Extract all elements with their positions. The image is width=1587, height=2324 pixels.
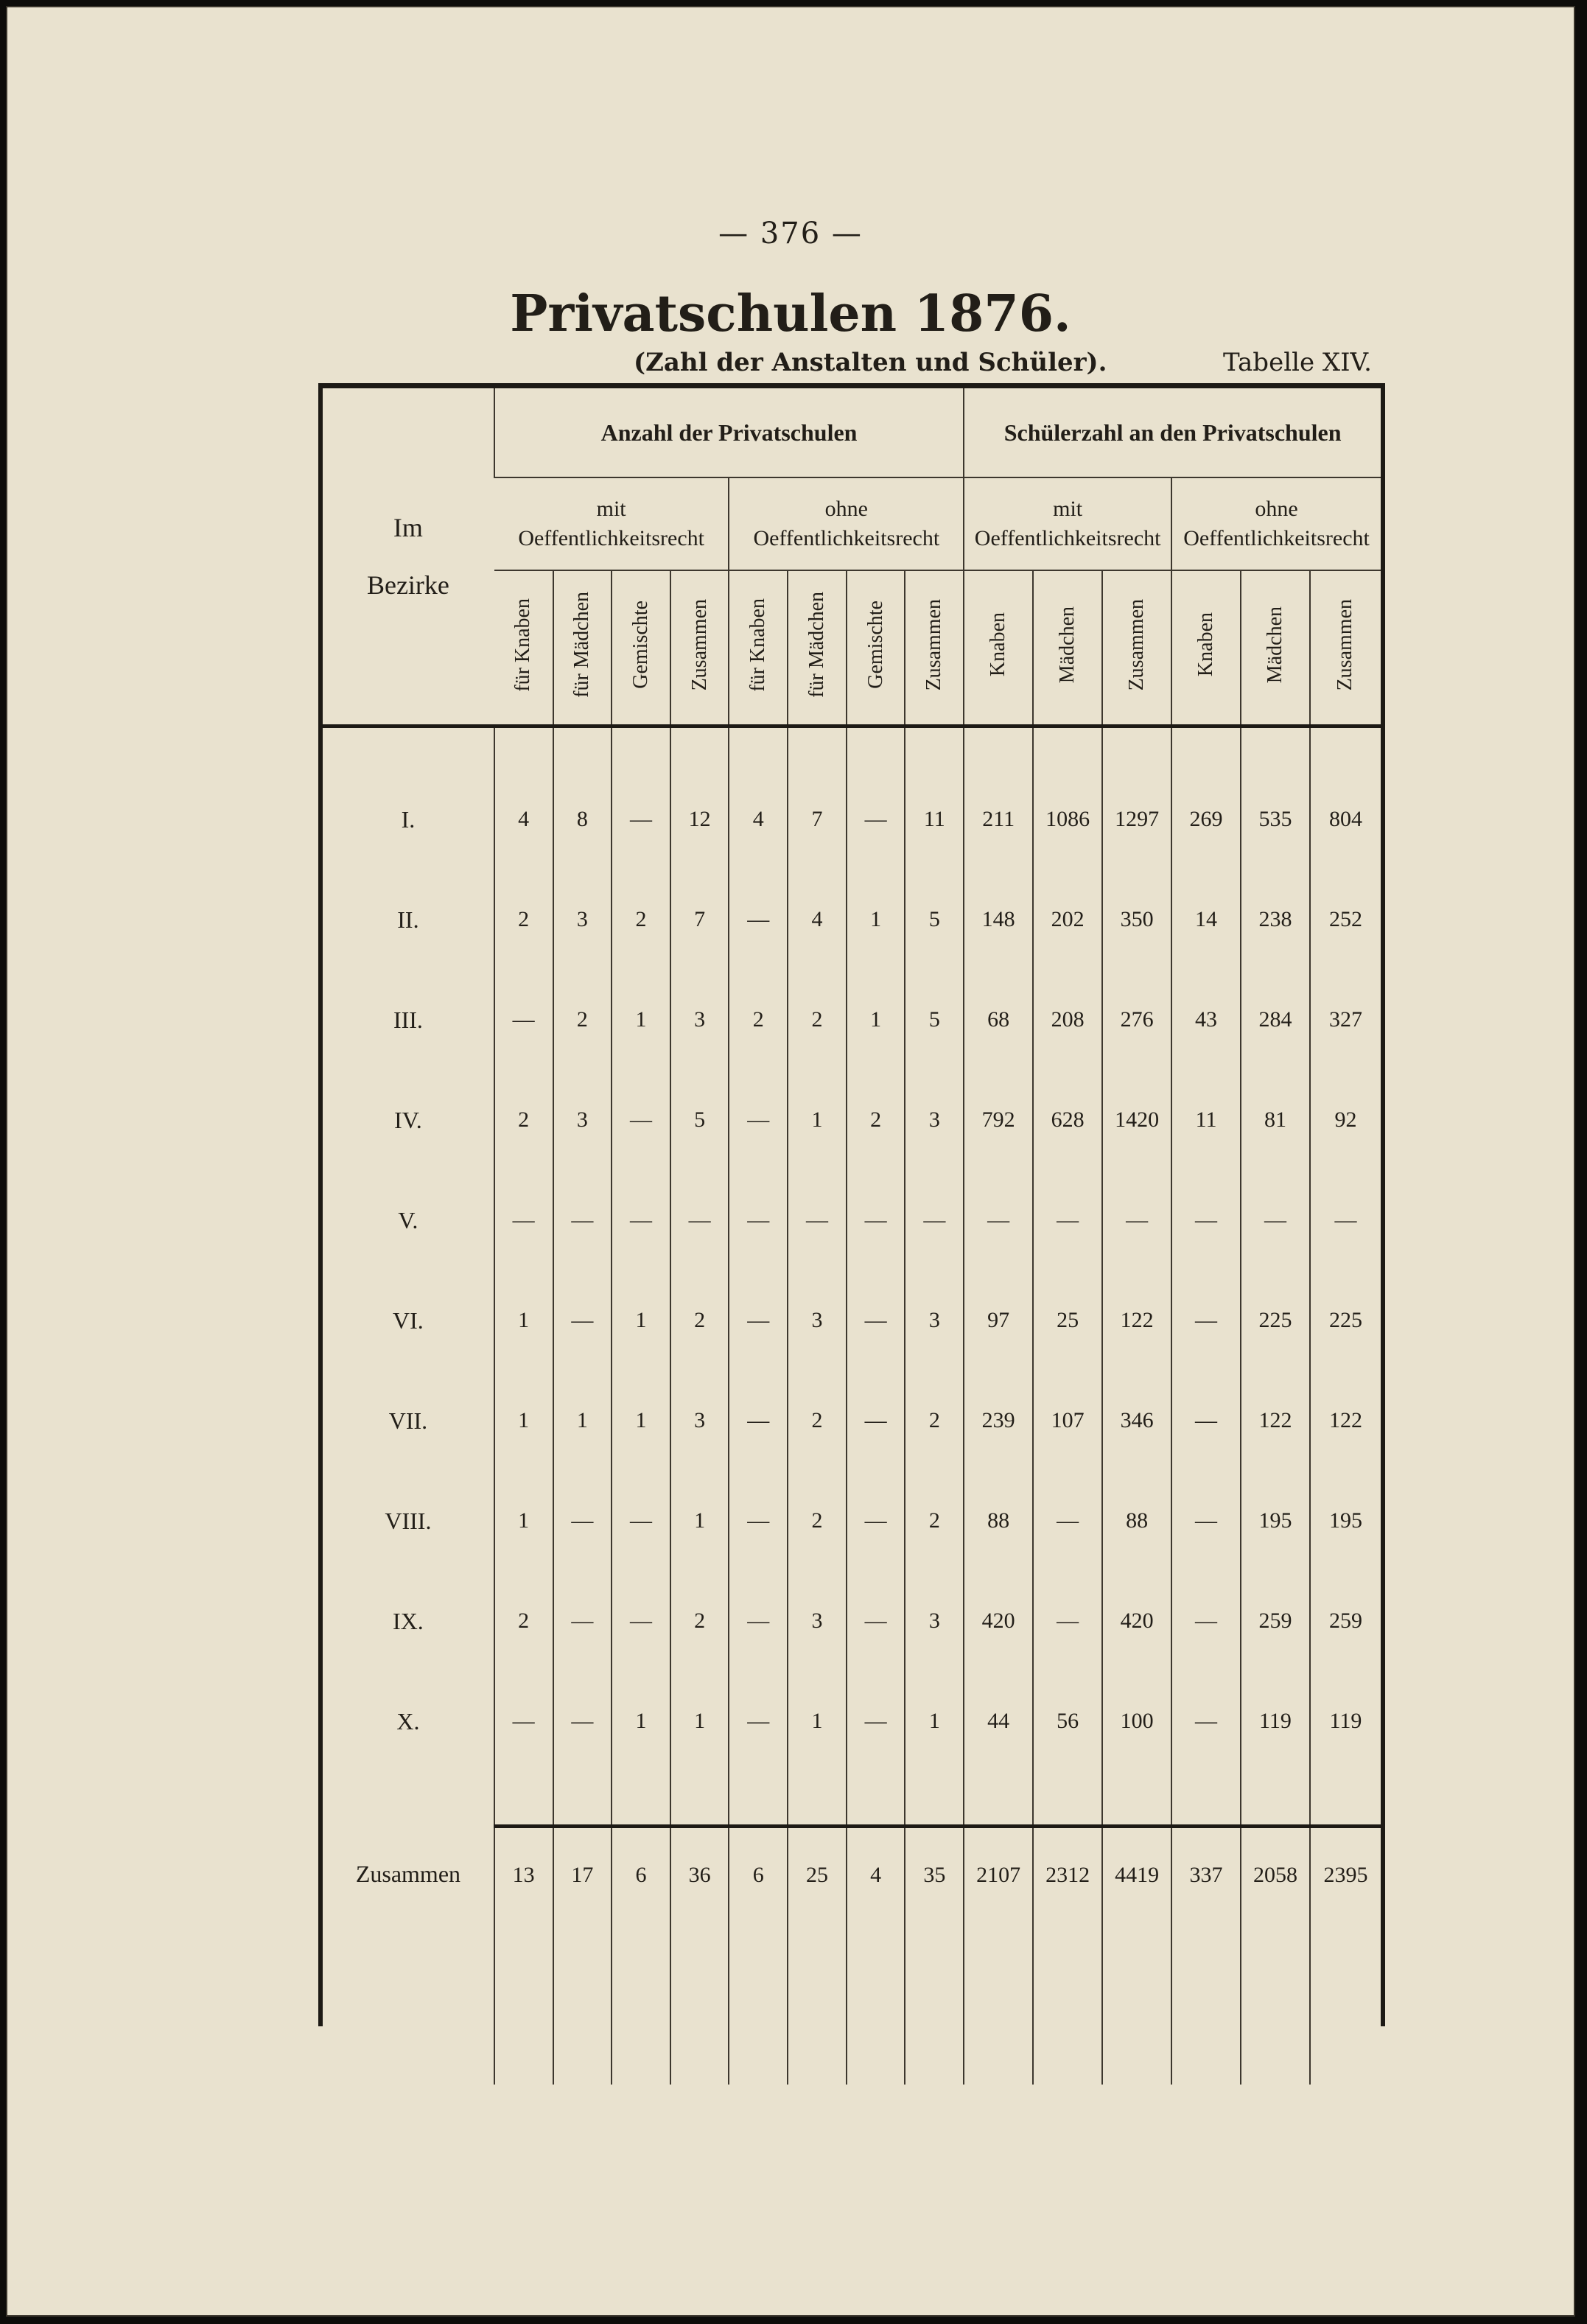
table-cell: 1 <box>670 1471 729 1571</box>
table-cell: — <box>847 1671 905 1771</box>
table-cell: — <box>1310 1170 1381 1270</box>
table-cell: — <box>1171 1671 1241 1771</box>
column-header-label: für Knaben <box>511 598 535 692</box>
empty-cell <box>323 1771 494 1827</box>
empty-cell <box>964 1922 1033 2085</box>
table-cell: 2 <box>788 1371 847 1471</box>
column-header <box>1102 570 1171 727</box>
column-header-label: Knaben <box>1194 612 1218 677</box>
table-cell: 92 <box>1310 1070 1381 1170</box>
column-header <box>494 570 553 727</box>
table-cell: 2 <box>905 1471 964 1571</box>
empty-cell <box>1241 1771 1310 1827</box>
table-cell: 2 <box>494 1571 553 1671</box>
subgroup-line: Oeffentlichkeitsrecht <box>974 526 1161 550</box>
table-cell: 3 <box>553 1070 612 1170</box>
table-cell: 43 <box>1171 970 1241 1070</box>
table-cell: 44 <box>964 1671 1033 1771</box>
table-cell: 2 <box>612 869 670 970</box>
table-cell: 7 <box>788 769 847 869</box>
column-header <box>847 570 905 727</box>
table-cell: 2 <box>670 1270 729 1371</box>
table-cell: 1 <box>612 1270 670 1371</box>
table-cell: — <box>1033 1170 1102 1270</box>
empty-cell <box>729 1922 788 2085</box>
column-header-label: Gemischte <box>863 601 887 689</box>
empty-cell <box>905 1771 964 1827</box>
table-cell: 2107 <box>964 1827 1033 1923</box>
table-cell: — <box>729 1371 788 1471</box>
table-cell: 225 <box>1310 1270 1381 1371</box>
empty-cell <box>670 1771 729 1827</box>
column-header <box>1171 570 1241 727</box>
table-cell: 1 <box>553 1371 612 1471</box>
table-cell: 81 <box>1241 1070 1310 1170</box>
empty-cell <box>847 1771 905 1827</box>
table-cell: 350 <box>1102 869 1171 970</box>
table-cell: 2 <box>905 1371 964 1471</box>
table-cell: — <box>729 1270 788 1371</box>
table-cell: — <box>847 1571 905 1671</box>
empty-cell <box>964 727 1033 770</box>
table-cell: 1 <box>494 1270 553 1371</box>
table-cell: — <box>612 769 670 869</box>
table-cell: 1297 <box>1102 769 1171 869</box>
district-label: V. <box>398 1206 418 1233</box>
table-cell: 1 <box>847 970 905 1070</box>
table-cell: 259 <box>1241 1571 1310 1671</box>
table-cell: 2 <box>788 970 847 1070</box>
subgroup-header <box>494 477 729 570</box>
table-cell: 3 <box>670 970 729 1070</box>
page-subtitle: (Zahl der Anstalten und Schüler). <box>634 348 1107 377</box>
subgroup-line: ohne <box>1255 497 1298 521</box>
table-cell: 225 <box>1241 1270 1310 1371</box>
table-cell: 202 <box>1033 869 1102 970</box>
table-cell: — <box>494 970 553 1070</box>
table-cell: 2 <box>670 1571 729 1671</box>
empty-cell <box>1310 1922 1381 2085</box>
district-label: VI. <box>393 1306 424 1334</box>
table-cell: 1 <box>905 1671 964 1771</box>
column-header-label: für Mädchen <box>570 592 594 698</box>
table-cell: 420 <box>1102 1571 1171 1671</box>
table-cell: 284 <box>1241 970 1310 1070</box>
row-header-cell <box>323 388 494 727</box>
column-header <box>670 570 729 727</box>
table-cell: 195 <box>1241 1471 1310 1571</box>
empty-cell <box>612 727 670 770</box>
column-header-label: Mädchen <box>1056 606 1079 684</box>
table-cell: 25 <box>788 1827 847 1923</box>
table-cell: 195 <box>1310 1471 1381 1571</box>
column-header-label: Zusammen <box>687 598 711 691</box>
table-cell: 4 <box>494 769 553 869</box>
empty-cell <box>553 1771 612 1827</box>
table-cell: 2058 <box>1241 1827 1310 1923</box>
subgroup-header <box>1171 477 1381 570</box>
table-cell: — <box>729 1571 788 1671</box>
table-cell: 1 <box>494 1471 553 1571</box>
table-row <box>323 1270 1381 1371</box>
table-cell: 1086 <box>1033 769 1102 869</box>
empty-cell <box>1102 1922 1171 2085</box>
column-header-label: Mädchen <box>1263 606 1286 684</box>
empty-cell <box>1310 727 1381 770</box>
table-cell: 11 <box>1171 1070 1241 1170</box>
table-cell: — <box>1171 1270 1241 1371</box>
table-cell: — <box>1171 1471 1241 1571</box>
table-cell: 3 <box>553 869 612 970</box>
table-cell: — <box>1033 1471 1102 1571</box>
column-header <box>1033 570 1102 727</box>
district-label: IX. <box>393 1607 424 1634</box>
table-cell: 88 <box>1102 1471 1171 1571</box>
column-header <box>905 570 964 727</box>
table-cell: 36 <box>670 1827 729 1923</box>
table-cell: — <box>1171 1571 1241 1671</box>
empty-cell <box>323 727 494 770</box>
table-row <box>323 1371 1381 1471</box>
table-cell: 1 <box>612 970 670 1070</box>
table-row <box>323 1070 1381 1170</box>
table-cell: — <box>847 1471 905 1571</box>
table-row <box>323 1170 1381 1270</box>
table-cell: 122 <box>1310 1371 1381 1471</box>
table-cell: — <box>612 1571 670 1671</box>
table-cell: 259 <box>1310 1571 1381 1671</box>
table-cell: — <box>494 1671 553 1771</box>
table-cell: 7 <box>670 869 729 970</box>
empty-cell <box>1102 1771 1171 1827</box>
table-cell: — <box>1171 1371 1241 1471</box>
table-cell: — <box>553 1270 612 1371</box>
empty-cell <box>1033 1771 1102 1827</box>
table-cell: 2312 <box>1033 1827 1102 1923</box>
subgroup-line: Oeffentlichkeitsrecht <box>518 526 704 550</box>
table-cell: 119 <box>1310 1671 1381 1771</box>
district-label: Zusammen <box>355 1861 461 1888</box>
column-header-label: Gemischte <box>628 601 652 689</box>
column-header <box>1310 570 1381 727</box>
table-cell: — <box>847 1371 905 1471</box>
empty-cell <box>1033 727 1102 770</box>
table-cell: — <box>1033 1571 1102 1671</box>
table-cell: 276 <box>1102 970 1171 1070</box>
table-cell: 1 <box>494 1371 553 1471</box>
table-cell: 88 <box>964 1471 1033 1571</box>
empty-cell <box>1171 1922 1241 2085</box>
table-cell: 2 <box>788 1471 847 1571</box>
table-row <box>323 1571 1381 1671</box>
table-cell: 2 <box>494 1070 553 1170</box>
empty-cell <box>494 727 553 770</box>
table-cell: 6 <box>612 1827 670 1923</box>
table-cell: 3 <box>670 1371 729 1471</box>
table-cell: 346 <box>1102 1371 1171 1471</box>
table-cell: 8 <box>553 769 612 869</box>
gap-row <box>323 1771 1381 1827</box>
table-cell: — <box>729 1070 788 1170</box>
table-cell: 35 <box>905 1827 964 1923</box>
empty-cell <box>612 1922 670 2085</box>
table-cell: — <box>494 1170 553 1270</box>
subgroup-line: Oeffentlichkeitsrecht <box>753 526 940 550</box>
table-row <box>323 1671 1381 1771</box>
table-cell: — <box>964 1170 1033 1270</box>
district-label: X. <box>396 1707 420 1735</box>
table-cell: 4 <box>788 869 847 970</box>
table-cell: 2 <box>494 869 553 970</box>
table-cell: 804 <box>1310 769 1381 869</box>
table-cell: 122 <box>1102 1270 1171 1371</box>
table-cell: 3 <box>905 1270 964 1371</box>
empty-cell <box>788 1771 847 1827</box>
table-cell: — <box>612 1170 670 1270</box>
table-cell: 11 <box>905 769 964 869</box>
table-cell: 337 <box>1171 1827 1241 1923</box>
table-cell: 2 <box>729 970 788 1070</box>
table-cell: 1420 <box>1102 1070 1171 1170</box>
group-header: Schülerzahl an den Privatschulen <box>964 388 1381 477</box>
statistics-table <box>323 388 1381 2085</box>
empty-cell <box>1033 1922 1102 2085</box>
table-cell: 628 <box>1033 1070 1102 1170</box>
empty-cell <box>553 1922 612 2085</box>
table-cell: 2395 <box>1310 1827 1381 1923</box>
row-header-line: Im <box>393 513 423 542</box>
table-cell: 1 <box>612 1671 670 1771</box>
empty-cell <box>1310 1771 1381 1827</box>
table-cell: — <box>847 1270 905 1371</box>
table-cell: 14 <box>1171 869 1241 970</box>
empty-cell <box>847 727 905 770</box>
table-reference: Tabelle XIV. <box>1223 348 1372 377</box>
table-cell: — <box>1102 1170 1171 1270</box>
table-cell: 3 <box>788 1571 847 1671</box>
empty-cell <box>1102 727 1171 770</box>
column-header <box>729 570 788 727</box>
table-cell: 107 <box>1033 1371 1102 1471</box>
column-header-label: Zusammen <box>922 598 946 691</box>
empty-cell <box>494 1771 553 1827</box>
subgroup-line: Oeffentlichkeitsrecht <box>1183 526 1370 550</box>
table-row <box>323 869 1381 970</box>
table-cell: 6 <box>729 1827 788 1923</box>
table-cell: 5 <box>670 1070 729 1170</box>
table-cell: — <box>729 1471 788 1571</box>
table-cell: — <box>612 1070 670 1170</box>
table-cell: 100 <box>1102 1671 1171 1771</box>
table-cell: — <box>553 1671 612 1771</box>
table-cell: — <box>729 1170 788 1270</box>
empty-cell <box>612 1771 670 1827</box>
table-cell: 2 <box>847 1070 905 1170</box>
column-header-label: für Knaben <box>746 598 770 692</box>
table-cell: 122 <box>1241 1371 1310 1471</box>
column-header <box>1241 570 1310 727</box>
empty-cell <box>553 727 612 770</box>
table-cell: — <box>612 1471 670 1571</box>
table-cell: 4419 <box>1102 1827 1171 1923</box>
empty-cell <box>905 1922 964 2085</box>
total-row <box>323 1827 1381 1923</box>
empty-cell <box>494 1922 553 2085</box>
column-header <box>788 570 847 727</box>
table-cell: 148 <box>964 869 1033 970</box>
table-cell: — <box>729 869 788 970</box>
row-header-line: Bezirke <box>366 570 449 600</box>
table-cell: 1 <box>788 1070 847 1170</box>
empty-cell <box>788 727 847 770</box>
table-cell: — <box>553 1170 612 1270</box>
table-cell: — <box>788 1170 847 1270</box>
table-cell: 1 <box>847 869 905 970</box>
table-cell: 68 <box>964 970 1033 1070</box>
empty-cell <box>788 1922 847 2085</box>
table-cell: — <box>729 1671 788 1771</box>
table-cell: 5 <box>905 869 964 970</box>
table-cell: — <box>670 1170 729 1270</box>
table-cell: 1 <box>612 1371 670 1471</box>
group-header: Anzahl der Privatschulen <box>494 388 964 477</box>
table-row <box>323 970 1381 1070</box>
table-cell: — <box>1241 1170 1310 1270</box>
table-cell: — <box>847 769 905 869</box>
table-row <box>323 769 1381 869</box>
column-header-label: für Mädchen <box>805 592 828 698</box>
table-cell: 97 <box>964 1270 1033 1371</box>
statistics-table-frame <box>318 383 1385 2026</box>
empty-cell <box>670 727 729 770</box>
table-cell: 3 <box>788 1270 847 1371</box>
table-cell: 17 <box>553 1827 612 1923</box>
table-cell: 4 <box>847 1827 905 1923</box>
document-page <box>6 6 1575 2317</box>
table-cell: 5 <box>905 970 964 1070</box>
table-row <box>323 1471 1381 1571</box>
table-cell: — <box>905 1170 964 1270</box>
table-cell: 3 <box>905 1070 964 1170</box>
table-cell: 239 <box>964 1371 1033 1471</box>
empty-cell <box>905 727 964 770</box>
tail-row <box>323 1922 1381 2085</box>
subgroup-line: mit <box>1053 497 1083 521</box>
district-label: IV. <box>394 1106 422 1133</box>
table-cell: 211 <box>964 769 1033 869</box>
empty-cell <box>1241 1922 1310 2085</box>
page-number: — 376 — <box>718 217 863 251</box>
table-cell: 327 <box>1310 970 1381 1070</box>
column-header-label: Zusammen <box>1125 598 1149 691</box>
table-cell: 238 <box>1241 869 1310 970</box>
table-cell: 252 <box>1310 869 1381 970</box>
district-label: VIII. <box>385 1507 432 1534</box>
table-cell: 420 <box>964 1571 1033 1671</box>
table-cell: 269 <box>1171 769 1241 869</box>
table-cell: 4 <box>729 769 788 869</box>
district-label: II. <box>397 906 419 933</box>
empty-cell <box>729 1771 788 1827</box>
table-cell: — <box>1171 1170 1241 1270</box>
table-cell: 13 <box>494 1827 553 1923</box>
table-cell: 3 <box>905 1571 964 1671</box>
district-label: I. <box>401 805 416 833</box>
empty-cell <box>729 727 788 770</box>
subgroup-line: ohne <box>824 497 868 521</box>
table-cell: 12 <box>670 769 729 869</box>
subgroup-header <box>729 477 964 570</box>
empty-cell <box>323 1922 494 2085</box>
table-cell: 1 <box>788 1671 847 1771</box>
column-header <box>553 570 612 727</box>
table-cell: 2 <box>553 970 612 1070</box>
table-cell: — <box>553 1571 612 1671</box>
district-label: III. <box>393 1006 423 1033</box>
table-cell: 1 <box>670 1671 729 1771</box>
column-header <box>612 570 670 727</box>
district-label: VII. <box>388 1407 428 1434</box>
table-cell: 792 <box>964 1070 1033 1170</box>
table-cell: — <box>553 1471 612 1571</box>
empty-cell <box>847 1922 905 2085</box>
empty-cell <box>670 1922 729 2085</box>
empty-cell <box>1241 727 1310 770</box>
column-header-label: Knaben <box>987 612 1010 677</box>
column-header-label: Zusammen <box>1334 598 1357 691</box>
empty-cell <box>1171 727 1241 770</box>
table-cell: 208 <box>1033 970 1102 1070</box>
table-cell: — <box>847 1170 905 1270</box>
column-header <box>964 570 1033 727</box>
subgroup-line: mit <box>596 497 626 521</box>
subgroup-header <box>964 477 1171 570</box>
empty-cell <box>964 1771 1033 1827</box>
table-cell: 56 <box>1033 1671 1102 1771</box>
spacer-row <box>323 727 1381 770</box>
table-cell: 25 <box>1033 1270 1102 1371</box>
empty-cell <box>1171 1771 1241 1827</box>
table-cell: 119 <box>1241 1671 1310 1771</box>
table-cell: 535 <box>1241 769 1310 869</box>
page-title: Privatschulen 1876. <box>510 284 1071 343</box>
